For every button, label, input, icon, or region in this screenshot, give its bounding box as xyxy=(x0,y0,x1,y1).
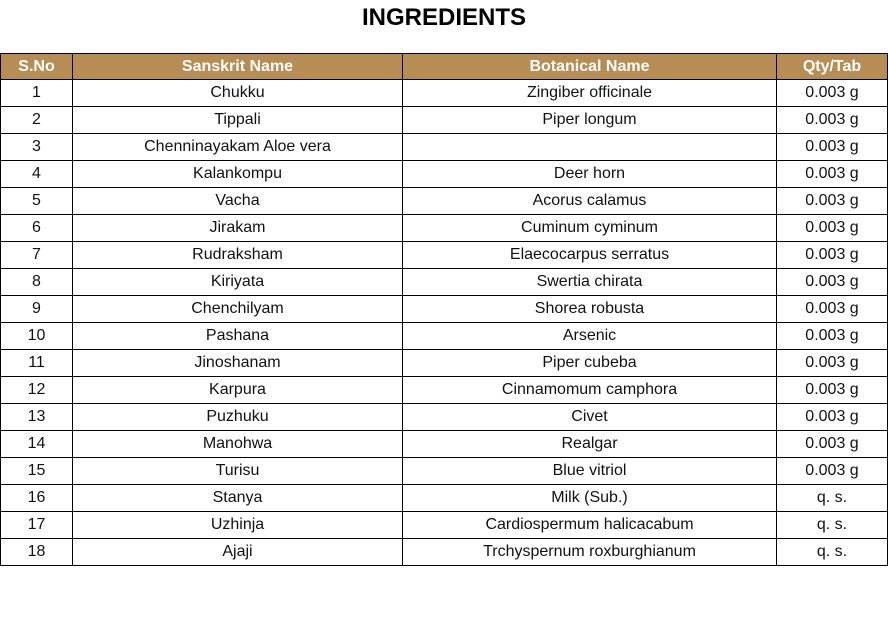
cell-serial-number: 11 xyxy=(1,350,73,377)
cell-botanical-name: Swertia chirata xyxy=(403,269,777,296)
cell-botanical-name: Realgar xyxy=(403,431,777,458)
cell-botanical-name: Cardiospermum halicacabum xyxy=(403,512,777,539)
cell-quantity: 0.003 g xyxy=(777,161,888,188)
cell-serial-number: 1 xyxy=(1,80,73,107)
header-sanskrit-name: Sanskrit Name xyxy=(73,54,403,80)
cell-botanical-name xyxy=(403,134,777,161)
page-title: INGREDIENTS xyxy=(361,4,526,31)
table-row xyxy=(1,269,888,296)
table-row xyxy=(1,512,888,539)
cell-sanskrit-name: Uzhinja xyxy=(73,512,403,539)
cell-quantity: q. s. xyxy=(777,539,888,566)
table-row xyxy=(1,80,888,107)
table-row xyxy=(1,323,888,350)
cell-sanskrit-name: Jirakam xyxy=(73,215,403,242)
cell-botanical-name: Deer horn xyxy=(403,161,777,188)
cell-botanical-name: Elaecocarpus serratus xyxy=(403,242,777,269)
cell-serial-number: 3 xyxy=(1,134,73,161)
cell-quantity: 0.003 g xyxy=(777,107,888,134)
cell-sanskrit-name: Chenchilyam xyxy=(73,296,403,323)
table-row xyxy=(1,134,888,161)
cell-sanskrit-name: Puzhuku xyxy=(73,404,403,431)
table-row xyxy=(1,296,888,323)
cell-quantity: q. s. xyxy=(777,485,888,512)
header-quantity-per-tablet: Qty/Tab xyxy=(777,54,888,80)
header-botanical-name: Botanical Name xyxy=(403,54,777,80)
cell-quantity: 0.003 g xyxy=(777,80,888,107)
table-row xyxy=(1,485,888,512)
cell-sanskrit-name: Manohwa xyxy=(73,431,403,458)
cell-quantity: q. s. xyxy=(777,512,888,539)
header-serial-number: S.No xyxy=(1,54,73,80)
cell-quantity: 0.003 g xyxy=(777,323,888,350)
cell-sanskrit-name: Rudraksham xyxy=(73,242,403,269)
cell-sanskrit-name: Ajaji xyxy=(73,539,403,566)
cell-serial-number: 15 xyxy=(1,458,73,485)
cell-quantity: 0.003 g xyxy=(777,188,888,215)
cell-botanical-name: Zingiber officinale xyxy=(403,80,777,107)
cell-serial-number: 6 xyxy=(1,215,73,242)
table-row xyxy=(1,350,888,377)
table-row xyxy=(1,215,888,242)
cell-serial-number: 10 xyxy=(1,323,73,350)
table-row xyxy=(1,404,888,431)
cell-botanical-name: Cuminum cyminum xyxy=(403,215,777,242)
cell-quantity: 0.003 g xyxy=(777,215,888,242)
cell-quantity: 0.003 g xyxy=(777,269,888,296)
table-row xyxy=(1,161,888,188)
cell-serial-number: 18 xyxy=(1,539,73,566)
cell-sanskrit-name: Chenninayakam Aloe vera xyxy=(73,134,403,161)
cell-serial-number: 2 xyxy=(1,107,73,134)
cell-sanskrit-name: Turisu xyxy=(73,458,403,485)
cell-sanskrit-name: Tippali xyxy=(73,107,403,134)
cell-quantity: 0.003 g xyxy=(777,458,888,485)
cell-sanskrit-name: Stanya xyxy=(73,485,403,512)
cell-serial-number: 16 xyxy=(1,485,73,512)
ingredients-table xyxy=(0,53,888,566)
cell-quantity: 0.003 g xyxy=(777,134,888,161)
table-row xyxy=(1,539,888,566)
cell-quantity: 0.003 g xyxy=(777,350,888,377)
table-row xyxy=(1,188,888,215)
table-header-row xyxy=(1,54,888,80)
cell-botanical-name: Piper longum xyxy=(403,107,777,134)
table-row xyxy=(1,431,888,458)
cell-quantity: 0.003 g xyxy=(777,431,888,458)
cell-sanskrit-name: Chukku xyxy=(73,80,403,107)
cell-serial-number: 12 xyxy=(1,377,73,404)
cell-sanskrit-name: Jinoshanam xyxy=(73,350,403,377)
cell-botanical-name: Blue vitriol xyxy=(403,458,777,485)
cell-botanical-name: Acorus calamus xyxy=(403,188,777,215)
cell-quantity: 0.003 g xyxy=(777,404,888,431)
cell-serial-number: 13 xyxy=(1,404,73,431)
cell-quantity: 0.003 g xyxy=(777,377,888,404)
cell-sanskrit-name: Vacha xyxy=(73,188,403,215)
table-row xyxy=(1,458,888,485)
cell-serial-number: 7 xyxy=(1,242,73,269)
cell-quantity: 0.003 g xyxy=(777,296,888,323)
cell-botanical-name: Trchyspernum roxburghianum xyxy=(403,539,777,566)
cell-sanskrit-name: Kiriyata xyxy=(73,269,403,296)
cell-serial-number: 17 xyxy=(1,512,73,539)
cell-sanskrit-name: Pashana xyxy=(73,323,403,350)
cell-serial-number: 9 xyxy=(1,296,73,323)
table-row xyxy=(1,107,888,134)
cell-botanical-name: Arsenic xyxy=(403,323,777,350)
cell-botanical-name: Cinnamomum camphora xyxy=(403,377,777,404)
cell-sanskrit-name: Karpura xyxy=(73,377,403,404)
cell-serial-number: 14 xyxy=(1,431,73,458)
cell-sanskrit-name: Kalankompu xyxy=(73,161,403,188)
cell-serial-number: 8 xyxy=(1,269,73,296)
table-row xyxy=(1,377,888,404)
cell-botanical-name: Civet xyxy=(403,404,777,431)
cell-quantity: 0.003 g xyxy=(777,242,888,269)
table-row xyxy=(1,242,888,269)
cell-botanical-name: Shorea robusta xyxy=(403,296,777,323)
table-body xyxy=(1,80,888,566)
cell-botanical-name: Piper cubeba xyxy=(403,350,777,377)
cell-serial-number: 5 xyxy=(1,188,73,215)
cell-serial-number: 4 xyxy=(1,161,73,188)
cell-botanical-name: Milk (Sub.) xyxy=(403,485,777,512)
